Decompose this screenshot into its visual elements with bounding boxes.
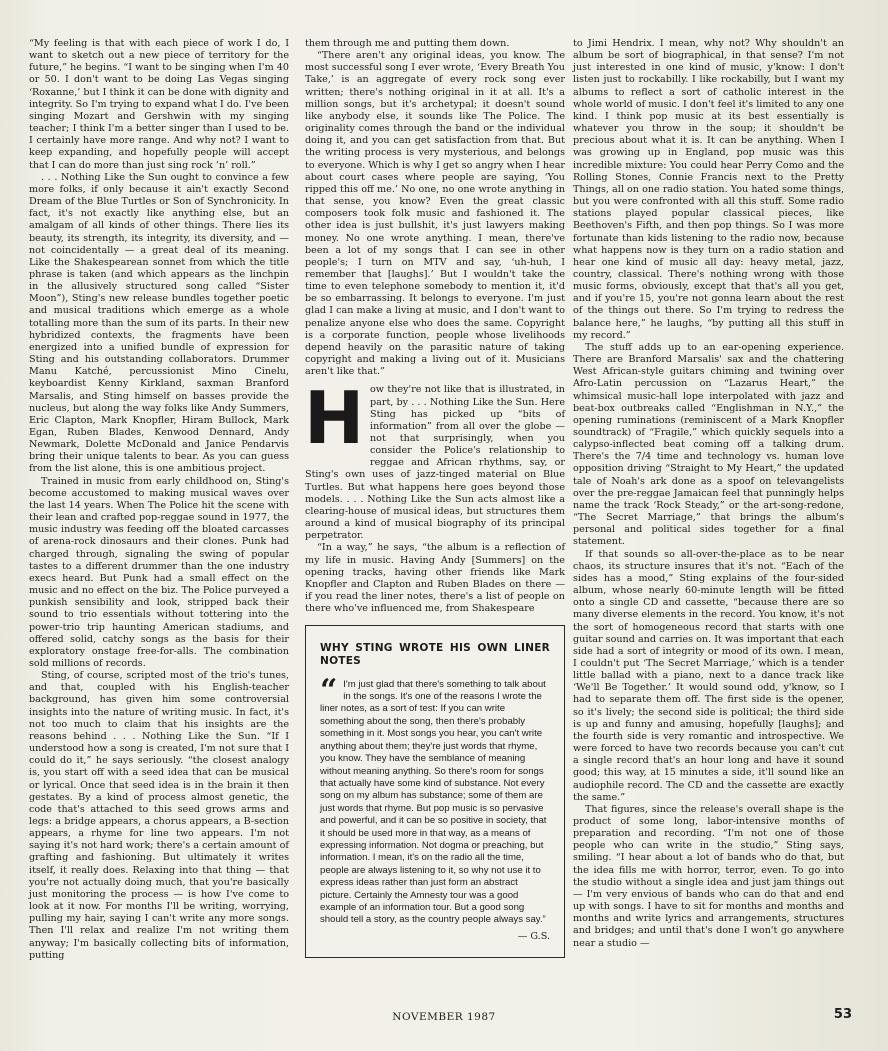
sidebar-box — [305, 625, 565, 958]
paragraph: “In a way,” he says, “the album is a reflection of my life in music. Having Andy [Summers] on the opening tracks, having other friends like Mark Knopfler and Clapton and Ruben Blades on there — if you read the liner notes, there's a list of people on there who've influenced me, from Shakespeare — [305, 542, 565, 615]
column-2 — [305, 38, 565, 958]
sidebar-body — [320, 672, 550, 927]
sidebar-signature: — G.S. — [517, 930, 550, 942]
quote-mark: “ — [320, 672, 338, 708]
paragraph: to Jimi Hendrix. I mean, why not? Why shouldn't an album be sort of biographical, in that sense? I'm not just interested in one kind of music, y'know: I don't listen just to rockabilly. I like rockabilly, but I want my albums to reflect a sort of catholic interest in the whole world of music. I don't feel it's limited to any one kind. I think pop music at its best essentially is whatever you throw in the soup; it shouldn't be precious about what it is. It can be anything. When I was growing up in England, pop music was this incredible mixture: You could hear Perry Como and the Rolling Stones, Connie Francis next to the Pretty Things, all on one radio station. You hated some things, but you were confronted with all this stuff. Some radio stations played popular classical pieces, like Beethoven's Fifth, and then pop things. So I was more fortunate than kids listening to the radio now, because what happens now is they turn on a radio station and hear one kind of music all day: heavy metal, jazz, country, classical. There's nothing wrong with those music forms, obviously, except that that's all you get, and if you're 15, you're not gonna learn about the rest of the things out there. So I'm trying to redress the balance here,” he laughs, “by putting all this stuff in my record.” — [573, 38, 844, 341]
column-3 — [573, 38, 844, 950]
paragraph: . . . Nothing Like the Sun ought to convince a few more folks, if only because it ain't exactly Second Dream of the Blue Turtles or Son of Synchronicity. In fact, it's not exactly like anything else, but an amalgam of all kinds of other things. There lies its beauty, its strength, its integrity, its diversity, and — not coincidentally — a great deal of its meaning. Like the Shakespearean sonnet from which the title phrase is taken (and which appears as the linchpin in the allusively structured song called “Sister Moon”), Sting's new release bundles together poetic and musical traditions which emerge as a whole totalling more than the sum of its parts. In their new hybridized contexts, the fragments have been energized into a unified bundle of expression for Sting and his outstanding collaborators. Drummer Manu Katché, percussionist Mino Cinelu, keyboardist Kenny Kirkland, saxman Branford Marsalis, and Sting himself on basses provide the nucleus, but along the way folks like Andy Summers, Eric Clapton, Mark Knopfler, Hiram Bullock, Mark Egan, Ruben Blades, Kenwood Dennard, Andy Newmark, Dolette McDonald and Janice Pendarvis bring their unique talents to bear. As you can guess from the list alone, this is one ambitious project. — [29, 171, 289, 475]
paragraph: “There aren't any original ideas, you know. The most successful song I ever wrote, ‘Every Breath You Take,’ is an aggregate of every rock song ever written; there's nothing original in it at all. It's a million songs, but it's archetypal; it doesn't sound like anybody else, it sounds like The Police. The originality comes through the band or the individual doing it, and you can get satisfaction from that. But the writing process is very mysterious, and belongs to everyone. Which is why I get so angry when I hear about court cases where people are saying, ‘You ripped this off me.’ No one, no one wrote anything in that sense, you know? Even the great classic composers took folk music and fashioned it. The other idea is just bullshit, it's just lawyers making money. No one wrote anything. I mean, there've been a lot of my songs that I can see in other people's; I turn on MTV and say, ‘uh-huh, I remember that [laughs].’ But I wouldn't take the time to even telephone somebody to mention it, it'd be so embarrassing. It belongs to everyone. I'm just glad I can make a living at music, and I don't want to penalize anyone else who does the same. Copyright is a corporate function, people whose livelihoods depend heavily on the parasitic nature of taking copyright and making a living out of it. Musicians aren't like that.” — [305, 50, 565, 378]
page-number: 53 — [833, 1007, 852, 1022]
sidebar-title: WHY STING WROTE HIS OWN LINER NOTES — [320, 642, 550, 667]
paragraph: Trained in music from early childhood on, Sting's become accustomed to making musical waves over the last 14 years. When The Police hit the scene with their lean and crafted pop-reggae sound in 1977, the music industry was feeding off the bloated carcasses of arena-rock dinosaurs and their clones. Punk had charged through, signaling the swing of popular tastes to a different drummer than the one industry execs heard. But Punk had a small effect on the music and no effect on the biz. The Police purveyed a punkish sensibility and look, stripped back their sound to trio essentials without tottering into the power-trio trip haunting American stadiums, and offered solid, catchy songs as the basis for their exploratory onstage free-for-alls. The combination sold millions of records. — [29, 475, 289, 669]
paragraph: “My feeling is that with each piece of work I do, I want to sketch out a new piece of territory for the future,” he begins. “I want to be singing when I'm 40 or 50. I don't want to be doing Las Vegas singing ‘Roxanne,’ but I think it can be done with dignity and integrity. So I'm trying to expand what I do. I've been singing Mozart and Gershwin with my singing teacher; I think I'm a better singer than I used to be. I certainly have more range. And why not? I want to keep expanding, and hopefully people will accept that I can do more than just sing rock ’n’ roll.” — [29, 38, 289, 171]
dropcap-paragraph — [304, 376, 565, 542]
paragraph: The stuff adds up to an ear-opening experience. There are Branford Marsalis' sax and the chattering West African-style guitars chiming and twining over Afro-Latin percussion on “Lazarus Heart,” the whimsical music-hall lope interpolated with jazz and beat-box outbreaks called “Englishman in N.Y.,” the opening ruminations (reminiscent of a Mark Knopfler soundtrack) of “Fragile,” which quickly sequels into a calypso-inflected beat coming off a talking drum. There's the 7/4 time and technology vs. human love opposition driving “Straight to My Heart,” the updated tale of Noah's ark done as a spoof on televangelists over the pre-reggae Jamaican feel that punningly helps name the track ‘Rock Steady,” or the art-song-redone, “The Secret Marriage,” that brings the album's personal and political sides together for a final statement. — [573, 341, 844, 548]
sidebar-text: I'm just glad that there's something to talk about in the songs. It's one of the reasons I wrote the liner notes, as a sort of test: If you can write something about the song, then there's probably something in it. Most songs you hear, you can't write anything about them; they're just words that rhyme, you know. They have the semblance of meaning without meaning anything. So there's room for songs that actually have some kind of substance. Not every song on my album has substance; some of them are just words that rhyme. But pop music is so pervasive and powerful, and it can be so positive in society, that it should be used more in that way, as a means of expressing information. Not dogma or preaching, but information. I mean, it's on the radio all the time, people are always listening to it, so why not use it to express ideas rather than just form an abstract picture. Certainly the Amnesty tour was a good example of an information tour. But a good song should tell a story, as the country people always say.” — [320, 678, 547, 926]
paragraph: them through me and putting them down. — [305, 38, 510, 49]
drop-cap: H — [304, 376, 365, 461]
paragraph: ow they're not like that is illustrated, in part, by . . . Nothing Like the Sun. Here Sting has picked up “bits of information” from all over the globe — not that surprisingly, when you consider the Police's relationship to reggae and African rhythms, say, or Sting's own uses of jazz-tinged material on Blue Turtles. But what happens here goes beyond those models. . . . Nothing Like the Sun acts almost like a clearing-house of musical ideas, but structures them around a kind of musical biography of its principal perpetrator. — [305, 384, 565, 542]
paragraph: Sting, of course, scripted most of the trio's tunes, and that, coupled with his English-teacher background, has given him some controversial insights into the nature of writing music. In fact, it's not too much to claim that his insights are the reasons behind . . . Nothing Like the Sun. “If I understood how a song is created, I'm not sure that I could do it,” he says seriously. “the closest analogy is, you start off with a seed idea that can be musical or lyrical. Once that seed idea is in the brain it then gestates. By a kind of process almost genetic, the code that's attached to this seed grows arms and legs: a bridge appears, a chorus appears, a B-section appears, a rhyme for line two appears. I'm not saying it's not hard work; there's a certain amount of grafting and fashioning. But ultimately it writes itself, it really does. Relaxing into that thing — that you're not actually doing much, that you're basically just monitoring the process — is how I've come to look at it now. For months I'll be writing, worrying, pulling my hair, saying I can't write any more songs. Then I'll relax and realize I'm not writing them anyway; I'm basically collecting bits of information, putting — [29, 670, 289, 961]
paragraph: If that sounds so all-over-the-place as to be near chaos, its structure insures that it's not. “Each of the sides has a mood,” Sting explains of the four-sided album, whose nearly 60-minute length will be fitted onto a single CD and cassette, “because there are so many diverse elements in the record. You know, it's not the sort of homogeneous record that starts with one guitar sound and carries on. It was important that each side had a sort of integrity or mood of its own. I mean, I couldn't put ‘The Secret Marriage,’ which is a tender little ballad with a piano, next to a dance track like ‘We'll Be Together.’ It would sound odd, y'know, so I had to separate them off. The first side is the opener, so it's lively; the second side is political; the third side is up and funny and amusing, hopefully [laughs]; and the fourth side is very romantic and introspective. We were forced to have two records because you can't cut a single record that's an hour long and have it sound good; this way, at 15 minutes a side, it'll sound like an audiophile record. The CD and the cassette are exactly the same.” — [573, 548, 844, 803]
column-1 — [29, 38, 289, 962]
footer-date: NOVEMBER 1987 — [392, 1011, 496, 1023]
paragraph: That figures, since the release's overall shape is the product of some long, labor-intensive months of preparation and recording. “I'm not one of those people who can write in the studio,” Sting says, smiling. “I hear about a lot of bands who do that, but the idea fills me with horror, terror, even. To go into the studio without a single idea and just jam things out — I'm very envious of bands who can do that and end up with songs. I have to sit for months and months and months and write lyrics and arrangements, structures and bridges; and until that's done I won't go anywhere near a studio — — [573, 803, 844, 949]
